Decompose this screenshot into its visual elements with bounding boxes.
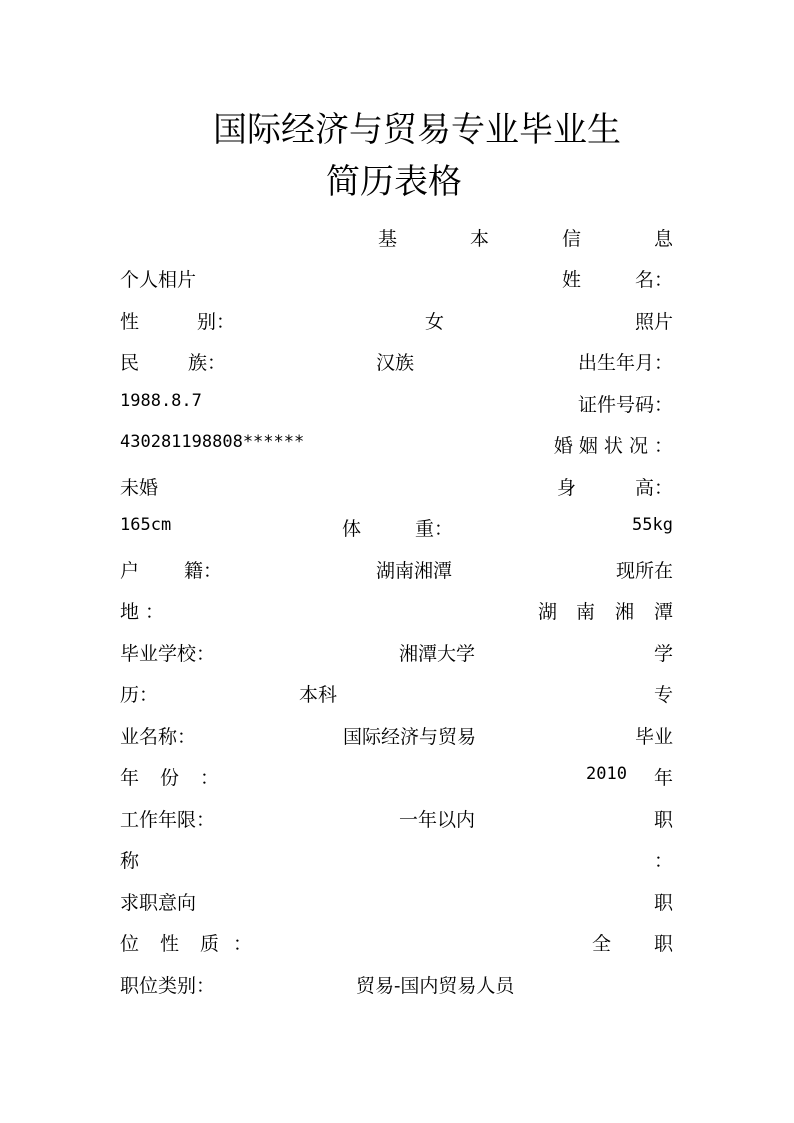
label-graduation-year-4: ：	[200, 767, 220, 789]
label-height-1: 身	[557, 477, 577, 499]
label-birth-date: 出生年月：	[577, 352, 673, 374]
label-title-2: 称	[120, 850, 140, 872]
value-id-number: 430281198808******	[120, 432, 305, 452]
value-work-years: 一年以内	[399, 809, 476, 831]
label-weight-1: 体	[342, 518, 362, 540]
label-school: 毕业学校：	[120, 643, 216, 665]
row-job-intention	[120, 888, 673, 918]
label-major-1: 专	[653, 684, 673, 706]
row-position-nature	[120, 929, 673, 959]
label-graduation-year-2: 年	[120, 767, 140, 789]
label-current-location-1: 现所在	[615, 560, 673, 582]
label-name-1: 姓	[562, 269, 582, 291]
label-position-nature-2: 位	[120, 933, 140, 955]
value-location-char-3: 湘	[615, 601, 635, 623]
value-school: 湘潭大学	[399, 643, 476, 665]
label-weight-2: 重：	[415, 518, 454, 540]
row-ethnicity	[120, 348, 673, 378]
row-gender	[120, 307, 673, 337]
label-position-nature-colon: ：	[233, 933, 253, 955]
label-position-nature-3: 性	[160, 933, 180, 955]
document-title-line2: 简历表格	[326, 162, 462, 202]
row-major	[120, 722, 673, 752]
row-location	[120, 597, 673, 627]
section-char-2: 本	[470, 228, 490, 250]
row-title	[120, 846, 673, 876]
value-position-category: 贸易-国内贸易人员	[356, 975, 515, 997]
label-education-2: 历：	[120, 684, 159, 706]
row-position-category	[120, 971, 673, 1001]
value-weight: 55kg	[632, 515, 673, 535]
label-position-nature-4: 质	[200, 933, 220, 955]
value-position-nature-1: 全	[592, 933, 612, 955]
label-ethnicity-1: 民	[120, 352, 140, 374]
label-graduation-year-1: 毕业	[634, 726, 673, 748]
label-major-2: 业名称：	[120, 726, 197, 748]
label-graduation-year-3: 份	[160, 767, 180, 789]
row-education	[120, 680, 673, 710]
value-gender: 女	[425, 311, 445, 333]
value-education: 本科	[299, 684, 338, 706]
row-marital	[120, 473, 673, 503]
section-char-3: 信	[562, 228, 582, 250]
label-ethnicity-2: 族：	[188, 352, 227, 374]
value-graduation-year: 2010	[586, 764, 627, 784]
label-household-2: 籍：	[184, 560, 223, 582]
value-household: 湖南湘潭	[376, 560, 453, 582]
label-job-intention: 求职意向	[120, 892, 197, 914]
label-title-1: 职	[653, 809, 673, 831]
label-household-1: 户	[120, 560, 140, 582]
row-id-number	[120, 431, 673, 461]
section-heading-basic-info	[120, 224, 673, 254]
value-location-char-1: 湖	[538, 601, 558, 623]
label-name-2: 名：	[634, 269, 673, 291]
section-char-4: 息	[653, 228, 673, 250]
label-title-colon: ：	[653, 850, 673, 872]
label-gender-2: 别：	[197, 311, 236, 333]
value-location-char-4: 潭	[653, 601, 673, 623]
section-char-1: 基	[378, 228, 398, 250]
label-education-1: 学	[653, 643, 673, 665]
value-location-char-2: 南	[576, 601, 596, 623]
value-birth-date: 1988.8.7	[120, 391, 202, 411]
label-photo: 照片	[634, 311, 673, 333]
row-graduation-year	[120, 763, 673, 793]
row-photo-name	[120, 265, 673, 295]
label-position-nature-1: 职	[653, 892, 673, 914]
value-height: 165cm	[120, 515, 172, 535]
label-current-location-2: 地 ：	[120, 601, 165, 623]
row-school	[120, 639, 673, 669]
row-work-years	[120, 805, 673, 835]
label-height-2: 高：	[634, 477, 673, 499]
label-personal-photo: 个人相片	[120, 269, 197, 291]
label-id-number: 证件号码：	[577, 394, 673, 416]
row-household	[120, 556, 673, 586]
row-birth-date	[120, 390, 673, 420]
value-graduation-year-unit: 年	[653, 767, 673, 789]
label-marital-status: 婚 姻 状 况 ：	[553, 435, 673, 457]
label-position-category: 职位类别：	[120, 975, 216, 997]
label-gender-1: 性	[120, 311, 140, 333]
value-major: 国际经济与贸易	[343, 726, 477, 748]
document-title-line1: 国际经济与贸易专业毕业生	[213, 110, 621, 150]
label-work-years: 工作年限：	[120, 809, 216, 831]
value-marital-status: 未婚	[120, 477, 159, 499]
row-height	[120, 514, 673, 544]
value-position-nature-2: 职	[653, 933, 673, 955]
value-ethnicity: 汉族	[376, 352, 415, 374]
